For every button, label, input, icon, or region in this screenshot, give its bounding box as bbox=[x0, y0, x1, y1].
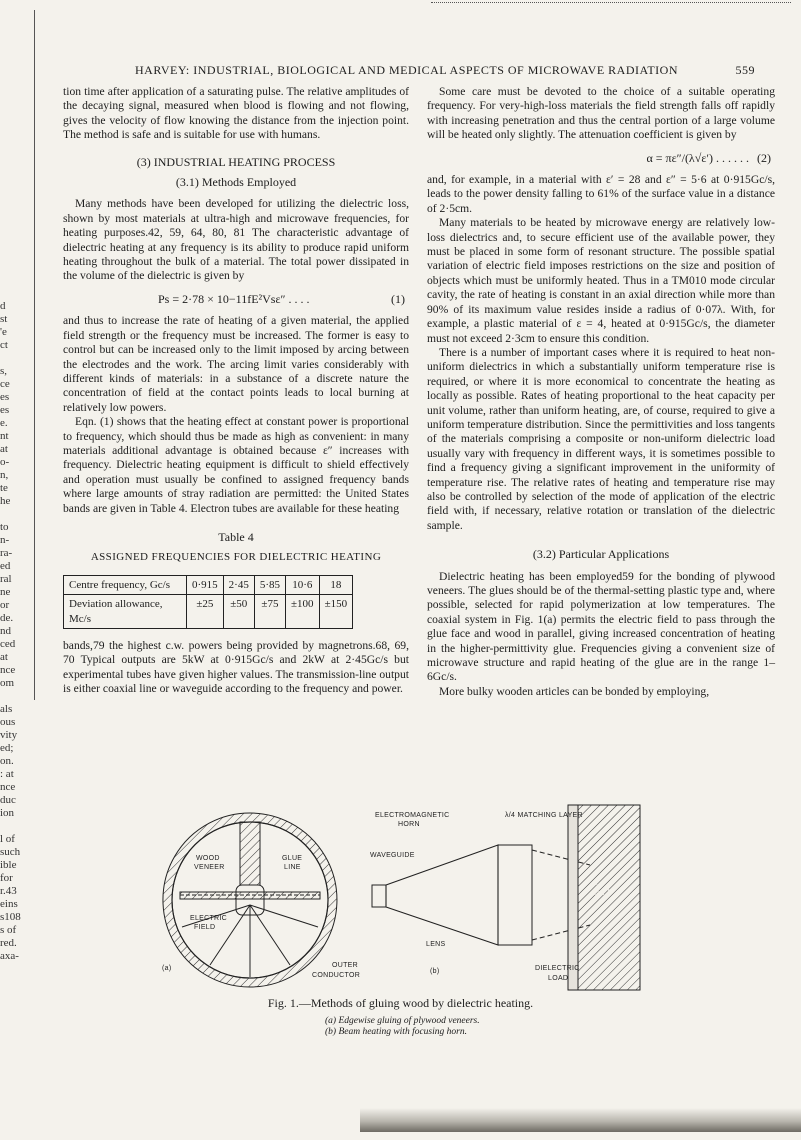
label-electromagnetic: ELECTROMAGNETIC bbox=[375, 812, 450, 819]
frequency-table bbox=[63, 575, 353, 629]
paragraph-care: Some care must be devoted to the choice of a suitable operating frequency. For very-high-loss materials the field strength falls off rapidly with increasing penetration and thus the central portion of a large volume will be heated only slightly. The attenuation coefficient is given by bbox=[427, 85, 775, 142]
margin-fragment: te bbox=[0, 482, 8, 494]
label-conductor: CONDUCTOR bbox=[312, 972, 361, 979]
margin-fragment: de. bbox=[0, 612, 14, 624]
margin-fragment: for bbox=[0, 872, 13, 884]
margin-fragment: ce bbox=[0, 378, 10, 390]
horn-beam-diagram bbox=[370, 805, 640, 990]
label-horn: HORN bbox=[398, 821, 420, 828]
margin-fragment bbox=[0, 508, 16, 521]
label-permittivity: ε, bbox=[596, 880, 602, 887]
margin-fragment: nt bbox=[0, 430, 9, 442]
label-matching-layer: λ/4 MATCHING LAYER bbox=[505, 812, 583, 819]
margin-fragment: ible bbox=[0, 859, 17, 871]
margin-fragment: to bbox=[0, 521, 9, 533]
margin-fragment: s of bbox=[0, 924, 17, 936]
lens-block bbox=[498, 845, 532, 945]
margin-fragment: ed bbox=[0, 560, 11, 572]
margin-fragment: es bbox=[0, 404, 10, 416]
paragraph-cases: There is a number of important cases where it is required to heat non-uniform dielectrics in which a substantially uniform temperature rise is required, or where it is more economical to concentrate the heating as locally as possible. Rates of heating proportional to the heat capacity per unit volume, rather than uniform heating, are, of course, required to give a uniform temperature distribution. Since the permittivities and loss tangents of the materials comprising a composite or non-uniform dielectric load usually vary with frequency in different ways, it is sometimes possible to find a frequency giving a significant improvement in the uniformity of temperature rise. The relative rates of heating and temperature rise may also be controlled by selection of the mode of application of the electric field with, if necessary, relative rotation or translation of the dielectric sample. bbox=[427, 345, 775, 532]
gutter-edge bbox=[34, 10, 35, 700]
running-title: HARVEY: INDUSTRIAL, BIOLOGICAL AND MEDICAL ASPECTS OF MICROWAVE RADIATION bbox=[135, 63, 679, 77]
figure-1 bbox=[150, 805, 790, 990]
table-cell: ±50 bbox=[223, 595, 254, 629]
paragraph-bands: bands,79 the highest c.w. powers being provided by magnetrons.68, 69, 70 Typical outputs are 5kW at 0·915Gc/s and 2kW at 2·45Gc/s but experimental tubes have given higher values. The transmission-line output is either coaxial line or waveguide according to the frequency and power. bbox=[63, 639, 409, 696]
paragraph-applications: Dielectric heating has been employed59 for the bonding of plywood veneers. The glues should be of the thermal-setting plastic type and, where possible, selected for rapid polymerization at low temperatures. The coaxial system in Fig. 1(a) permits the electric field to pass through the glue face and wood in parallel, giving increased concentration of heating in the higher-permittivity glue. Frequencies giving a convenient size of microwave structure and rapid heating of the glue are in the range 1–6Gc/s. bbox=[427, 569, 775, 684]
figure-caption: Fig. 1.—Methods of gluing wood by dielectric heating. bbox=[267, 996, 534, 1010]
field-line bbox=[210, 905, 250, 965]
margin-fragment: l of bbox=[0, 833, 15, 845]
margin-fragment: on. bbox=[0, 755, 14, 767]
margin-fragment: he bbox=[0, 495, 11, 507]
label-line: LINE bbox=[284, 864, 301, 871]
figure-subcaptions bbox=[325, 1016, 480, 1038]
margin-fragment: nce bbox=[0, 781, 16, 793]
table-title: ASSIGNED FREQUENCIES FOR DIELECTRIC HEATING bbox=[90, 551, 382, 564]
dielectric-load bbox=[578, 805, 640, 990]
page-edge-dots bbox=[431, 2, 791, 7]
table-cell: 5·85 bbox=[254, 575, 285, 594]
right-column bbox=[427, 85, 775, 699]
margin-fragment: ed; bbox=[0, 742, 14, 754]
facing-page-fragments bbox=[0, 300, 21, 963]
margin-fragment: n, bbox=[0, 469, 9, 481]
running-header bbox=[95, 63, 785, 79]
margin-fragment: om bbox=[0, 677, 15, 689]
margin-fragment: ion bbox=[0, 807, 15, 819]
margin-fragment: e. bbox=[0, 417, 8, 429]
label-veneer: VENEER bbox=[194, 864, 225, 871]
margin-fragment: d bbox=[0, 300, 6, 312]
margin-fragment: n- bbox=[0, 534, 10, 546]
table-cell: ±25 bbox=[187, 595, 224, 629]
margin-fragment: ra- bbox=[0, 547, 13, 559]
equation-1 bbox=[63, 292, 409, 306]
margin-fragment: at bbox=[0, 651, 8, 663]
figure-subcaption-b: (b) Beam heating with focusing horn. bbox=[325, 1027, 467, 1037]
waveguide-block bbox=[372, 885, 386, 907]
margin-fragment: vity bbox=[0, 729, 18, 741]
margin-fragment: o- bbox=[0, 456, 10, 468]
margin-fragment: nd bbox=[0, 625, 11, 637]
table-row-label: Centre frequency, Gc/s bbox=[64, 575, 187, 594]
label-loss-tangent: tan δ bbox=[594, 890, 612, 897]
paragraph-methods: Many methods have been developed for utilizing the dielectric loss, shown by most materials at ultra-high and microwave frequencies, for heating purposes.42, 59, 64, 80, 81 The characteristic advantage of dielectric heating at any frequency is its ability to produce rapid uniform heating throughout the bulk of a material. The total power dissipated in the volume of the dielectric is given by bbox=[63, 197, 409, 283]
matching-layer bbox=[568, 805, 578, 990]
paragraph-bulky: More bulky wooden articles can be bonded by employing, bbox=[439, 684, 710, 698]
figure-subcaption-a: (a) Edgewise gluing of plywood veneers. bbox=[325, 1016, 480, 1026]
margin-fragment bbox=[0, 690, 16, 703]
margin-fragment: axa- bbox=[0, 950, 19, 962]
label-lens: LENS bbox=[426, 941, 446, 948]
paragraph-eqn: Eqn. (1) shows that the heating effect at constant power is proportional to frequency, which should thus be made as high as convenient: in many materials additional advantage is obtained because ε″ increases with frequency. Dielectric heating equipment is difficult to shield effectively and operation must usually be confined to assigned frequency bands where large amounts of stray radiation are permitted: the United States bands are given in Table 4. Electron tubes are available for these heating bbox=[63, 415, 409, 515]
margin-fragment: ct bbox=[0, 339, 8, 351]
margin-fragment: : at bbox=[0, 768, 14, 780]
margin-fragment: at bbox=[0, 443, 8, 455]
label-dielectric: DIELECTRIC bbox=[535, 965, 580, 972]
margin-fragment: ous bbox=[0, 716, 16, 728]
margin-fragment bbox=[0, 820, 16, 833]
margin-fragment: 'e bbox=[0, 326, 7, 338]
label-glue: GLUE bbox=[282, 855, 303, 862]
label-wood: WOOD bbox=[196, 855, 220, 862]
paragraph-increase: and thus to increase the rate of heating of a given material, the applied field strength or the frequency must be increased. The former is easy to control but can be increased only to the limit imposed by arcing between the electrodes and the work. The arcing limit varies considerably with different kinds of materials: in a substance of a discrete nature the concentration of field at the contact points leads to local burning at relatively low powers. bbox=[63, 314, 409, 414]
left-column bbox=[63, 85, 409, 697]
field-line bbox=[250, 905, 290, 965]
label-electric: ELECTRIC bbox=[190, 915, 228, 922]
margin-fragment: nce bbox=[0, 664, 16, 676]
subsection-title: (3.1) Methods Employed bbox=[175, 175, 297, 190]
coaxial-applicator-diagram bbox=[162, 813, 360, 987]
margin-fragment: or bbox=[0, 599, 10, 611]
paragraph-low-loss: Many materials to be heated by microwave energy are relatively low-loss dielectrics and, to secure efficient use of the available power, they must be placed in some form of resonant structure. The possible spatial variation of electric field imposes restrictions on the size and position of objects which must be uniformly heated. Thus in a TM010 mode circular cavity, the rate of heating is constant in an axial direction while more than 90% of its maximum value resides inside a radius of 0·07λ. With, for example, a plastic material of ε = 4, heated at 0·915Gc/s, the diameter must not exceed 2·3cm to ensure this condition. bbox=[427, 216, 775, 345]
margin-fragment: ne bbox=[0, 586, 11, 598]
equation-2 bbox=[427, 151, 775, 165]
label-part-a: (a) bbox=[162, 965, 172, 972]
field-line bbox=[250, 905, 318, 927]
paragraph-example: and, for example, in a material with ε′ = 28 and ε″ = 5·6 at 0·915Gc/s, leads to the power density falling to 61% of the surface value in a distance of 2·5cm. bbox=[427, 173, 775, 215]
label-waveguide: WAVEGUIDE bbox=[370, 852, 415, 859]
equation-1-body: Ps = 2·78 × 10−11fE²Vsε″ . . . . bbox=[158, 291, 310, 306]
table-caption: Table 4 bbox=[218, 529, 254, 544]
margin-fragment: duc bbox=[0, 794, 16, 806]
table-cell: 18 bbox=[319, 575, 353, 594]
table-row bbox=[64, 575, 353, 594]
table-cell: 10·6 bbox=[286, 575, 320, 594]
equation-2-number: (2) bbox=[757, 150, 771, 165]
margin-fragment: eins bbox=[0, 898, 18, 910]
paragraph-intro: tion time after application of a saturating pulse. The relative amplitudes of the decaying signal, measured when blood is flowing and not flowing, gives the velocity of flow knowing the distance from the injection point. The method is safe and is suitable for use with humans. bbox=[63, 85, 409, 142]
subsection-title-applications: (3.2) Particular Applications bbox=[532, 547, 670, 562]
table-cell: ±150 bbox=[319, 595, 353, 629]
margin-fragment: r.43 bbox=[0, 885, 17, 897]
margin-fragment: st bbox=[0, 313, 8, 325]
table-cell: 0·915 bbox=[187, 575, 224, 594]
label-outer: OUTER bbox=[332, 962, 358, 969]
margin-fragment: such bbox=[0, 846, 21, 858]
table-cell: 2·45 bbox=[223, 575, 254, 594]
margin-fragment: ced bbox=[0, 638, 16, 650]
page-number: 559 bbox=[735, 63, 755, 77]
equation-1-number: (1) bbox=[391, 291, 405, 306]
label-part-b: (b) bbox=[430, 968, 440, 975]
inner-conductor-stem bbox=[240, 822, 260, 892]
equation-2-body: α = πε″/(λ√ε′) . . . . . . bbox=[646, 150, 749, 165]
label-load: LOAD bbox=[548, 975, 569, 982]
margin-fragment: s108 bbox=[0, 911, 21, 923]
table-row bbox=[64, 595, 353, 629]
page-curl-shadow bbox=[360, 1108, 801, 1132]
table-cell: ±100 bbox=[286, 595, 320, 629]
margin-fragment: s, bbox=[0, 365, 8, 377]
table-row-label: Deviation allowance, Mc/s bbox=[64, 595, 187, 629]
margin-fragment: als bbox=[0, 703, 13, 715]
margin-fragment: red. bbox=[0, 937, 17, 949]
section-title: (3) INDUSTRIAL HEATING PROCESS bbox=[136, 154, 336, 169]
margin-fragment: es bbox=[0, 391, 10, 403]
margin-fragment: ral bbox=[0, 573, 12, 585]
label-field: FIELD bbox=[194, 924, 216, 931]
table-cell: ±75 bbox=[254, 595, 285, 629]
horn-outline bbox=[386, 845, 498, 945]
margin-fragment bbox=[0, 352, 16, 365]
